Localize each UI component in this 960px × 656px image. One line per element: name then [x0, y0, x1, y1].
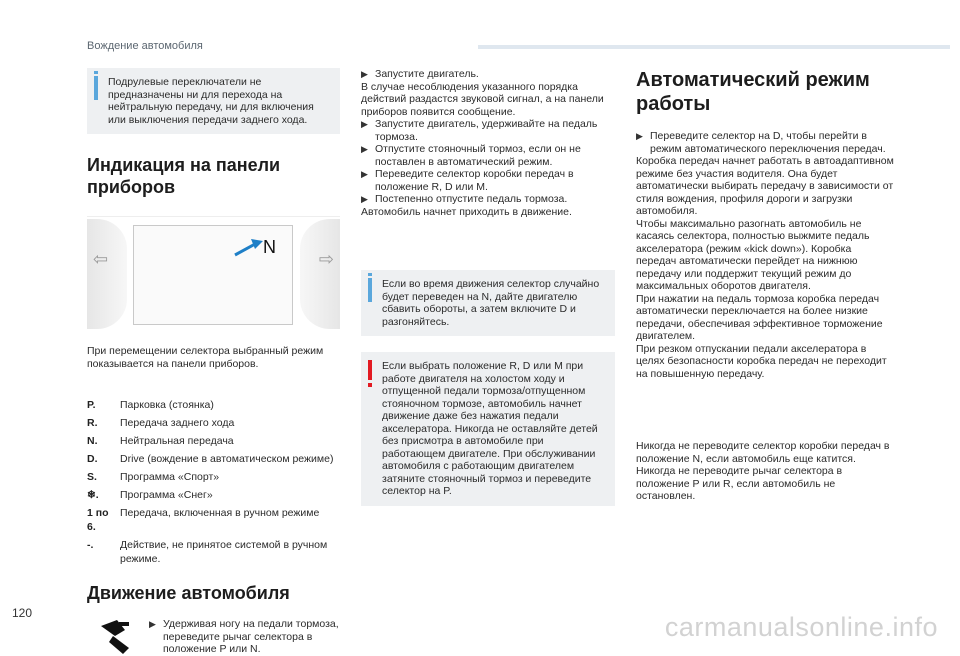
legend-row	[87, 398, 340, 412]
step-bullet-icon: ▶	[361, 194, 368, 204]
warning-paragraph: В случае несоблюдения указанного порядка действий раздастся звуковой сигнал, а на панели приборов появится сообщение.	[361, 80, 604, 118]
start-step	[361, 168, 615, 193]
step-bullet-icon: ▶	[636, 131, 643, 141]
instrument-panel-heading: Индикация на панели приборов	[87, 155, 281, 197]
right-gauge	[300, 219, 340, 329]
auto-paragraph: Коробка передач начнет работать в автоадаптивном режиме без участия водителя. Она будет автоматически выбирать передачу в зависимости от стиля вождения, профиля дороги и загрузки автомобиля.	[636, 155, 894, 217]
watermark: carmanualsonline.info	[664, 612, 938, 642]
legend-row	[87, 434, 340, 448]
legend-text: Нейтральная передача	[120, 435, 234, 447]
pedal-step	[149, 618, 343, 656]
step-text: Запустите двигатель.	[375, 68, 479, 80]
legend-text: Drive (вождение в автоматическом режиме)	[120, 453, 334, 465]
legend-key: -.	[87, 539, 94, 551]
pedal-step-block	[87, 616, 340, 656]
neutral-info-note	[361, 270, 615, 336]
legend-key: D.	[87, 453, 98, 465]
header-rule	[478, 45, 950, 49]
legend-row	[87, 538, 340, 566]
left-gauge	[87, 219, 127, 329]
step-text: Постепенно отпустите педаль тормоза.	[375, 193, 568, 205]
step-bullet-icon: ▶	[361, 119, 368, 129]
pointer-arrow-icon	[233, 237, 265, 257]
safety-warning-note	[361, 352, 615, 506]
legend-text: Программа «Спорт»	[120, 471, 220, 483]
legend-row	[87, 506, 340, 534]
step-text: Запустите двигатель, удерживайте на педаль тормоза.	[375, 118, 598, 143]
start-step	[361, 118, 615, 143]
warning-note-text: Если выбрать положение R, D или M при работе двигателя на холостом ходу и отпущенной педали тормоза/отпущенном стояночном тормозе, автомобиль начнет движение даже без нажатия педали акселератора. Никогда не оставляйте детей без присмотра в автомобиле при работающем двигателе. При обслуживании автомобиля с работающим двигателем затяните стояночный тормоз и переведите селектор на P.	[382, 360, 598, 497]
panel-caption: При перемещении селектора выбранный режим показывается на панели приборов.	[87, 345, 324, 370]
automatic-mode-heading: Автоматический режим работы	[636, 69, 870, 115]
page-number: 120	[12, 606, 33, 620]
arrow-right-icon: ⇨	[318, 249, 334, 269]
section-title: Вождение автомобиля	[87, 40, 203, 52]
step-bullet-icon: ▶	[361, 69, 368, 79]
release-paragraph: При резком отпускании педали акселератора в целях безопасности коробка передач не переходит на повышенную передачу.	[636, 342, 887, 380]
legend-row	[87, 488, 340, 502]
info-icon	[368, 278, 372, 302]
step-text: Переведите селектор коробки передач в положение R, D или M.	[375, 168, 574, 193]
gear-legend	[87, 398, 340, 566]
legend-text: Программа «Снег»	[120, 489, 213, 501]
step-text: Переведите селектор на D, чтобы перейти в режим автоматического переключения передач.	[650, 130, 886, 155]
warning-icon	[368, 360, 372, 380]
legend-key: ❄.	[87, 489, 99, 501]
column-left	[87, 68, 340, 656]
braking-paragraph: При нажатии на педаль тормоза коробка передач автоматически переключается на более низкие передачи, обеспечивая эффективное торможение двигателем.	[636, 292, 883, 342]
step-bullet-icon: ▶	[149, 619, 156, 629]
start-step	[361, 68, 615, 81]
auto-step	[636, 130, 894, 155]
never-paragraph: Никогда не переводите селектор коробки передач в положение N, если автомобиль еще катится. Никогда не переводите рычаг селектора в положение P или R, если автомобиль не остановлен.	[636, 440, 890, 502]
info-note	[87, 68, 340, 134]
pedal-step-text: Удерживая ногу на педали тормоза, переведите рычаг селектора в положение P или N.	[163, 618, 339, 655]
legend-key: P.	[87, 399, 96, 411]
step-bullet-icon: ▶	[361, 144, 368, 154]
column-right	[636, 68, 894, 503]
column-middle	[361, 68, 615, 506]
info-note-text: Если во время движения селектор случайно будет переведен на N, дайте двигателю сбавить обороты, а затем включите D и разгоняйтесь.	[382, 278, 600, 328]
legend-text: Передача заднего хода	[120, 417, 235, 429]
panel-gear-indicator: N	[263, 237, 276, 257]
legend-row	[87, 470, 340, 484]
start-step	[361, 143, 615, 168]
legend-key: R.	[87, 417, 98, 429]
legend-text: Парковка (стоянка)	[120, 399, 214, 411]
movement-paragraph: Автомобиль начнет приходить в движение.	[361, 205, 572, 218]
legend-key: 1 по 6.	[87, 507, 109, 533]
legend-key: S.	[87, 471, 97, 483]
arrow-left-icon: ⇦	[93, 249, 109, 269]
info-icon	[94, 76, 98, 100]
legend-text: Передача, включенная в ручном режиме	[120, 507, 320, 519]
instrument-panel-illustration	[87, 216, 340, 335]
kickdown-paragraph: Чтобы максимально разогнать автомобиль не касаясь селектора, полностью выжмите педаль акселератора (режим «kick down»). Коробка передач автоматически перейдет на нижнюю передачу или поддержит текущий режим до максимальных оборотов двигателя.	[636, 217, 870, 292]
legend-row	[87, 452, 340, 466]
legend-row	[87, 416, 340, 430]
step-text: Отпустите стояночный тормоз, если он не поставлен в автоматический режим.	[375, 143, 581, 168]
start-step	[361, 193, 615, 206]
legend-text: Действие, не принятое системой в ручном режиме.	[120, 539, 328, 565]
legend-key: N.	[87, 435, 98, 447]
step-bullet-icon: ▶	[361, 169, 368, 179]
driving-heading: Движение автомобиля	[87, 583, 290, 603]
info-note-text: Подрулевые переключатели не предназначены ни для перехода на нейтральную передачу, ни для включения или выключения передачи заднего хода.	[108, 76, 314, 126]
brake-pedal-icon	[95, 616, 135, 656]
